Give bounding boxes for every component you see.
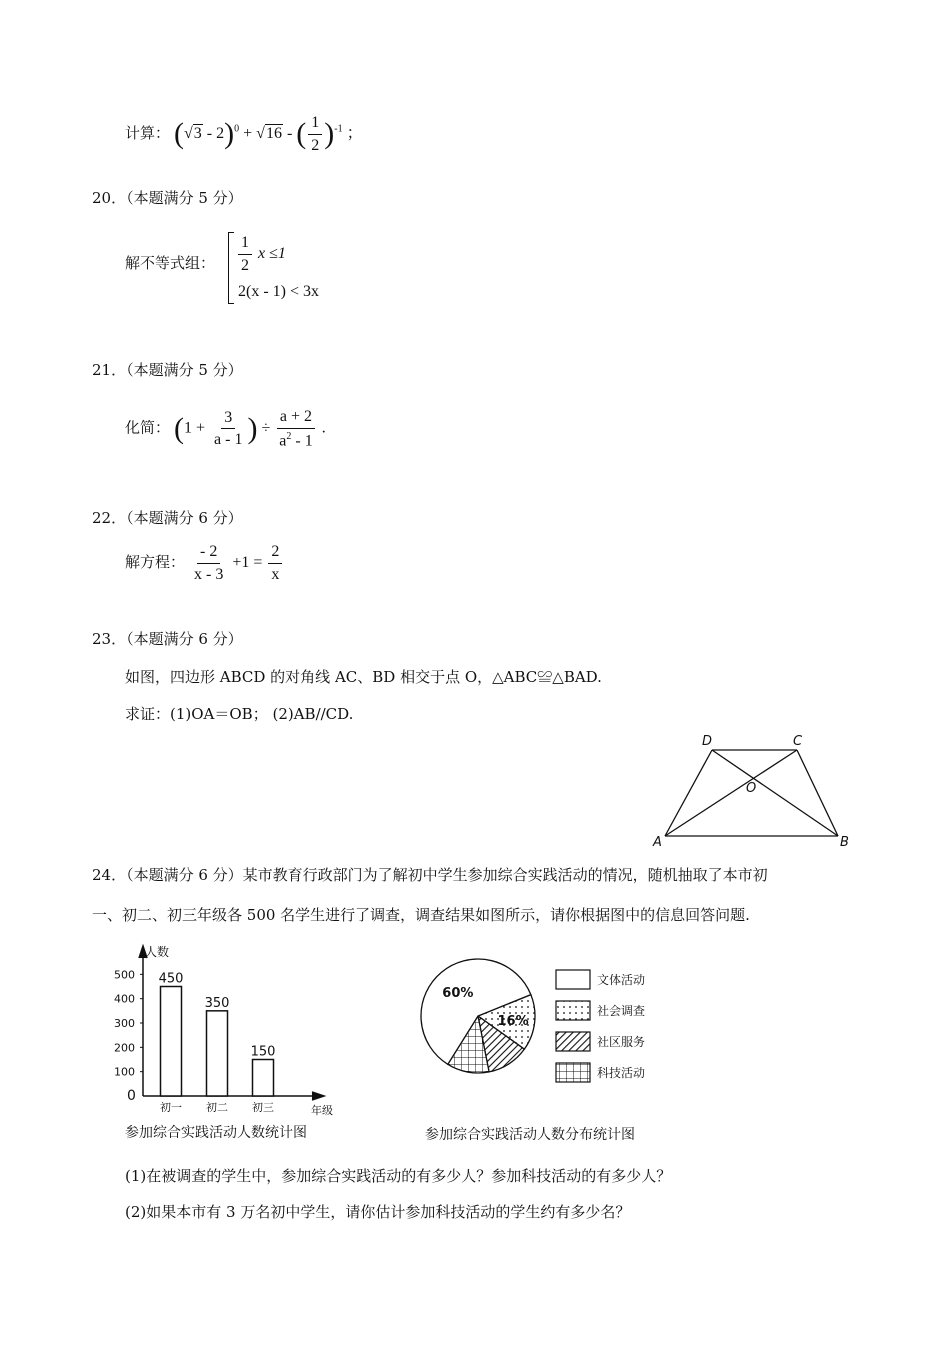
bar-初一 xyxy=(161,987,182,1097)
quadrilateral-figure xyxy=(645,732,860,850)
bar-value-初二: 350 xyxy=(204,995,230,1011)
x-tick-label-初三: 初三 xyxy=(252,1101,274,1114)
edge-AD xyxy=(665,750,712,836)
legend-label-社区服务: 社区服务 xyxy=(597,1035,646,1049)
legend-label-科技活动: 科技活动 xyxy=(597,1066,646,1080)
q23-prove: 求证：(1)OA＝OB； (2)AB//CD. xyxy=(125,705,354,723)
legend-swatch-社会调查 xyxy=(556,1001,590,1020)
q22-header: 22．（本题满分 6 分） xyxy=(92,509,243,527)
label-A: A xyxy=(653,835,662,850)
y-axis-label: 人数 xyxy=(145,945,170,959)
q21-expression: 化简： (1 + $\frac{3}{a - 1}$ ) ÷ $\frac{a + 2}{a^2 - 1}$ . xyxy=(125,408,326,449)
legend-label-社会调查: 社会调查 xyxy=(597,1004,646,1018)
legend-swatch-科技活动 xyxy=(556,1063,590,1082)
label-O: O xyxy=(746,781,757,796)
label-C: C xyxy=(793,734,803,749)
x-tick-label-初一: 初一 xyxy=(160,1101,182,1114)
q19-label: 计算： xyxy=(125,123,171,142)
bar-chart-title: 参加综合实践活动人数统计图 xyxy=(125,1125,307,1141)
bar-value-初一: 450 xyxy=(158,971,184,987)
label-D: D xyxy=(702,734,713,749)
q20-header: 20．（本题满分 5 分） xyxy=(92,189,243,207)
q24-intro-1: 24．（本题满分 6 分）某市教育行政部门为了解初中学生参加综合实践活动的情况，随机抽取了本市初 xyxy=(92,866,768,884)
pie-label-社会调查: 16% xyxy=(497,1014,529,1030)
q24-subquestion-1: (1)在被调查的学生中，参加综合实践活动的有多少人？参加科技活动的有多少人？ xyxy=(125,1167,672,1185)
y-tick-label-100: 100 xyxy=(114,1065,135,1079)
q24-intro-2: 一、初二、初三年级各 500 名学生进行了调查，调查结果如图所示，请你根据图中的信息回答问题. xyxy=(92,906,750,924)
pie-chart xyxy=(405,938,685,1148)
x-tick-label-初二: 初二 xyxy=(206,1101,228,1114)
q22-expression: 解方程： $\frac{- 2}{x - 3}$ +1 = $\frac{2}{x}$ xyxy=(125,543,284,583)
q21-header: 21．（本题满分 5 分） xyxy=(92,361,243,379)
q19-expression: 计算： (√3 - 2)$^0$ + √16 - ( $\frac{1}{2}$ )$^{-1}$ ； xyxy=(125,114,363,154)
q20-inequality-2: 2(x - 1) < 3x xyxy=(238,283,320,300)
bar-初三 xyxy=(253,1060,274,1097)
y-tick-label-200: 200 xyxy=(114,1041,135,1055)
edge-BC xyxy=(797,750,838,836)
y-tick-label-500: 500 xyxy=(114,968,135,982)
x-axis-label: 年级 xyxy=(311,1104,333,1117)
y-tick-label-400: 400 xyxy=(114,992,135,1006)
q20-inequality-1: $\frac{1}{2}$ x ≤1 xyxy=(236,234,286,274)
x-axis-arrow xyxy=(312,1092,324,1100)
q20-system-brace xyxy=(228,232,234,304)
label-B: B xyxy=(840,835,849,850)
bar-chart xyxy=(105,938,365,1148)
legend-label-文体活动: 文体活动 xyxy=(597,973,646,987)
q23-header: 23．（本题满分 6 分） xyxy=(92,630,243,648)
q20-label: 解不等式组： xyxy=(125,254,216,272)
q24-subquestion-2: (2)如果本市有 3 万名初中学生，请你估计参加科技活动的学生约有多少名？ xyxy=(125,1203,631,1221)
pie-chart-title: 参加综合实践活动人数分布统计图 xyxy=(425,1127,635,1143)
legend-swatch-社区服务 xyxy=(556,1032,590,1051)
q23-statement: 如图，四边形 ABCD 的对角线 AC、BD 相交于点 O，△ABC≌△BAD. xyxy=(125,668,602,686)
bar-value-初三: 150 xyxy=(250,1044,276,1060)
y-tick-label-300: 300 xyxy=(114,1017,135,1030)
origin-label: 0 xyxy=(127,1088,136,1104)
bar-初二 xyxy=(207,1011,228,1096)
pie-label-文体活动: 60% xyxy=(442,985,474,1001)
legend-swatch-文体活动 xyxy=(556,970,590,989)
